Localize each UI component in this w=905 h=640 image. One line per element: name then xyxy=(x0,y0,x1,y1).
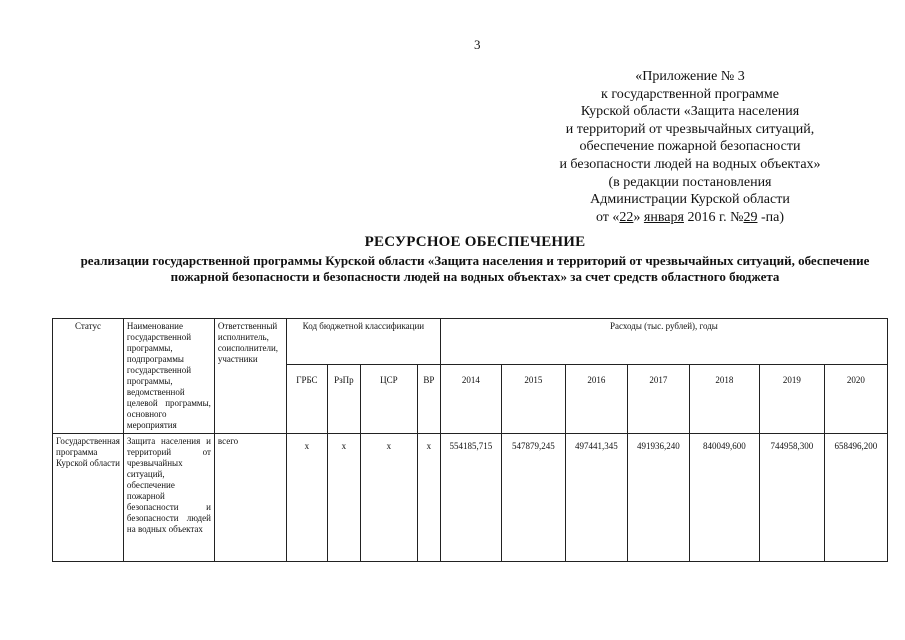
appendix-line: к государственной программе xyxy=(601,86,779,102)
cell-grbs: х xyxy=(286,434,327,562)
header-year: 2014 xyxy=(440,365,501,434)
appendix-block xyxy=(520,68,860,226)
header-expenses: Расходы (тыс. рублей), годы xyxy=(440,319,887,365)
header-year: 2015 xyxy=(501,365,565,434)
cell-amount: 744958,300 xyxy=(759,434,824,562)
appendix-line: Администрации Курской области xyxy=(590,192,790,208)
header-vr: ВР xyxy=(417,365,440,434)
table-row xyxy=(53,434,888,562)
header-year: 2017 xyxy=(627,365,689,434)
date-suffix: -па) xyxy=(757,209,784,225)
cell-status: Государственная программа Курской области xyxy=(53,434,124,562)
header-budget-code: Код бюджетной классификации xyxy=(286,319,440,365)
date-mid: » xyxy=(633,209,644,225)
header-status: Статус xyxy=(53,319,124,434)
appendix-line: Курской области «Защита населения xyxy=(580,104,800,120)
cell-amount: 547879,245 xyxy=(501,434,565,562)
resource-table xyxy=(52,318,888,562)
cell-amount: 840049,600 xyxy=(689,434,759,562)
document-title: РЕСУРСНОЕ ОБЕСПЕЧЕНИЕ xyxy=(364,234,586,250)
cell-name: Защита населения и территорий от чрезвычайных ситуаций, обеспечение пожарной безопасности и безопасности людей на водных объектах xyxy=(123,434,214,562)
appendix-line: и безопасности людей на водных объектах» xyxy=(559,156,821,172)
header-year: 2020 xyxy=(824,365,887,434)
date-year: 2016 г. № xyxy=(683,209,744,225)
header-year: 2018 xyxy=(689,365,759,434)
cell-responsible: всего xyxy=(214,434,286,562)
appendix-line: «Приложение № 3 xyxy=(635,69,745,84)
cell-rzpr: х xyxy=(327,434,360,562)
date-day: 22 xyxy=(619,209,634,225)
cell-amount: 658496,200 xyxy=(824,434,887,562)
cell-amount: 554185,715 xyxy=(440,434,501,562)
appendix-line: и территорий от чрезвычайных ситуаций, xyxy=(565,121,815,137)
header-rzpr: РзПр xyxy=(327,365,360,434)
resolution-number: 29 xyxy=(743,209,758,225)
header-grbs: ГРБС xyxy=(286,365,327,434)
table-header-row xyxy=(53,319,888,365)
document-subtitle: реализации государственной программы Курской области «Защита населения и территорий от чрезвычайных ситуаций, обеспечение пожарной безопасности и безопасности людей на водных объектах» за счет средств областного бюджета xyxy=(80,253,870,284)
date-prefix: от « xyxy=(595,209,620,225)
cell-amount: 491936,240 xyxy=(627,434,689,562)
cell-amount: 497441,345 xyxy=(565,434,627,562)
appendix-line: обеспечение пожарной безопасности xyxy=(579,139,801,155)
date-month: января xyxy=(643,209,684,225)
header-year: 2019 xyxy=(759,365,824,434)
appendix-date-line xyxy=(520,209,860,227)
header-responsible: Ответственный исполнитель, соисполнители, участники xyxy=(214,319,286,434)
header-csr: ЦСР xyxy=(360,365,417,434)
header-year: 2016 xyxy=(565,365,627,434)
cell-vr: х xyxy=(417,434,440,562)
page-number: 3 xyxy=(474,37,481,52)
header-name: Наименование государственной программы, подпрограммы государственной программы, ведомственной целевой программы, основного мероприятия xyxy=(123,319,214,434)
cell-csr: х xyxy=(360,434,417,562)
appendix-line: (в редакции постановления xyxy=(608,174,772,190)
